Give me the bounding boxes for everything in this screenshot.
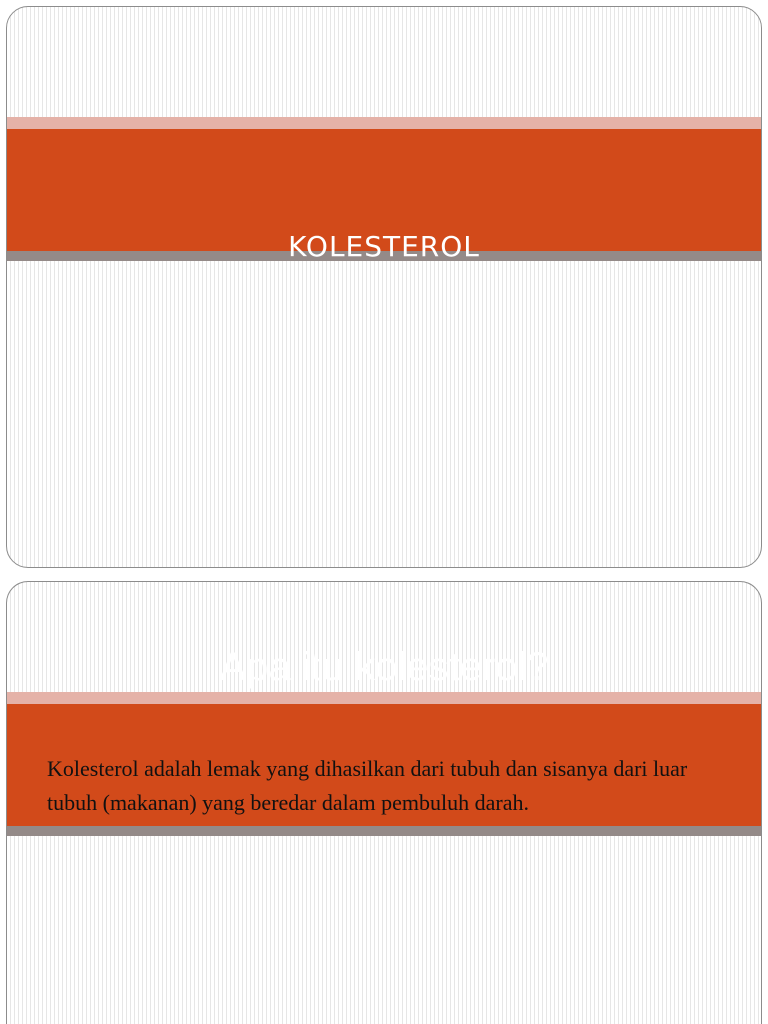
slide-title: Apa itu kolesterol?	[219, 645, 549, 689]
pink-accent-band	[7, 117, 761, 129]
slide-2	[6, 581, 762, 1024]
gray-accent-band	[7, 826, 761, 836]
slide-1	[6, 6, 762, 568]
slide-title: KOLESTEROL	[288, 230, 480, 263]
slide-body-text: Kolesterol adalah lemak yang dihasilkan dari tubuh dan sisanya dari luar tubuh (makanan) yang beredar dalam pembuluh darah.	[47, 756, 688, 815]
pink-accent-band	[7, 692, 761, 704]
